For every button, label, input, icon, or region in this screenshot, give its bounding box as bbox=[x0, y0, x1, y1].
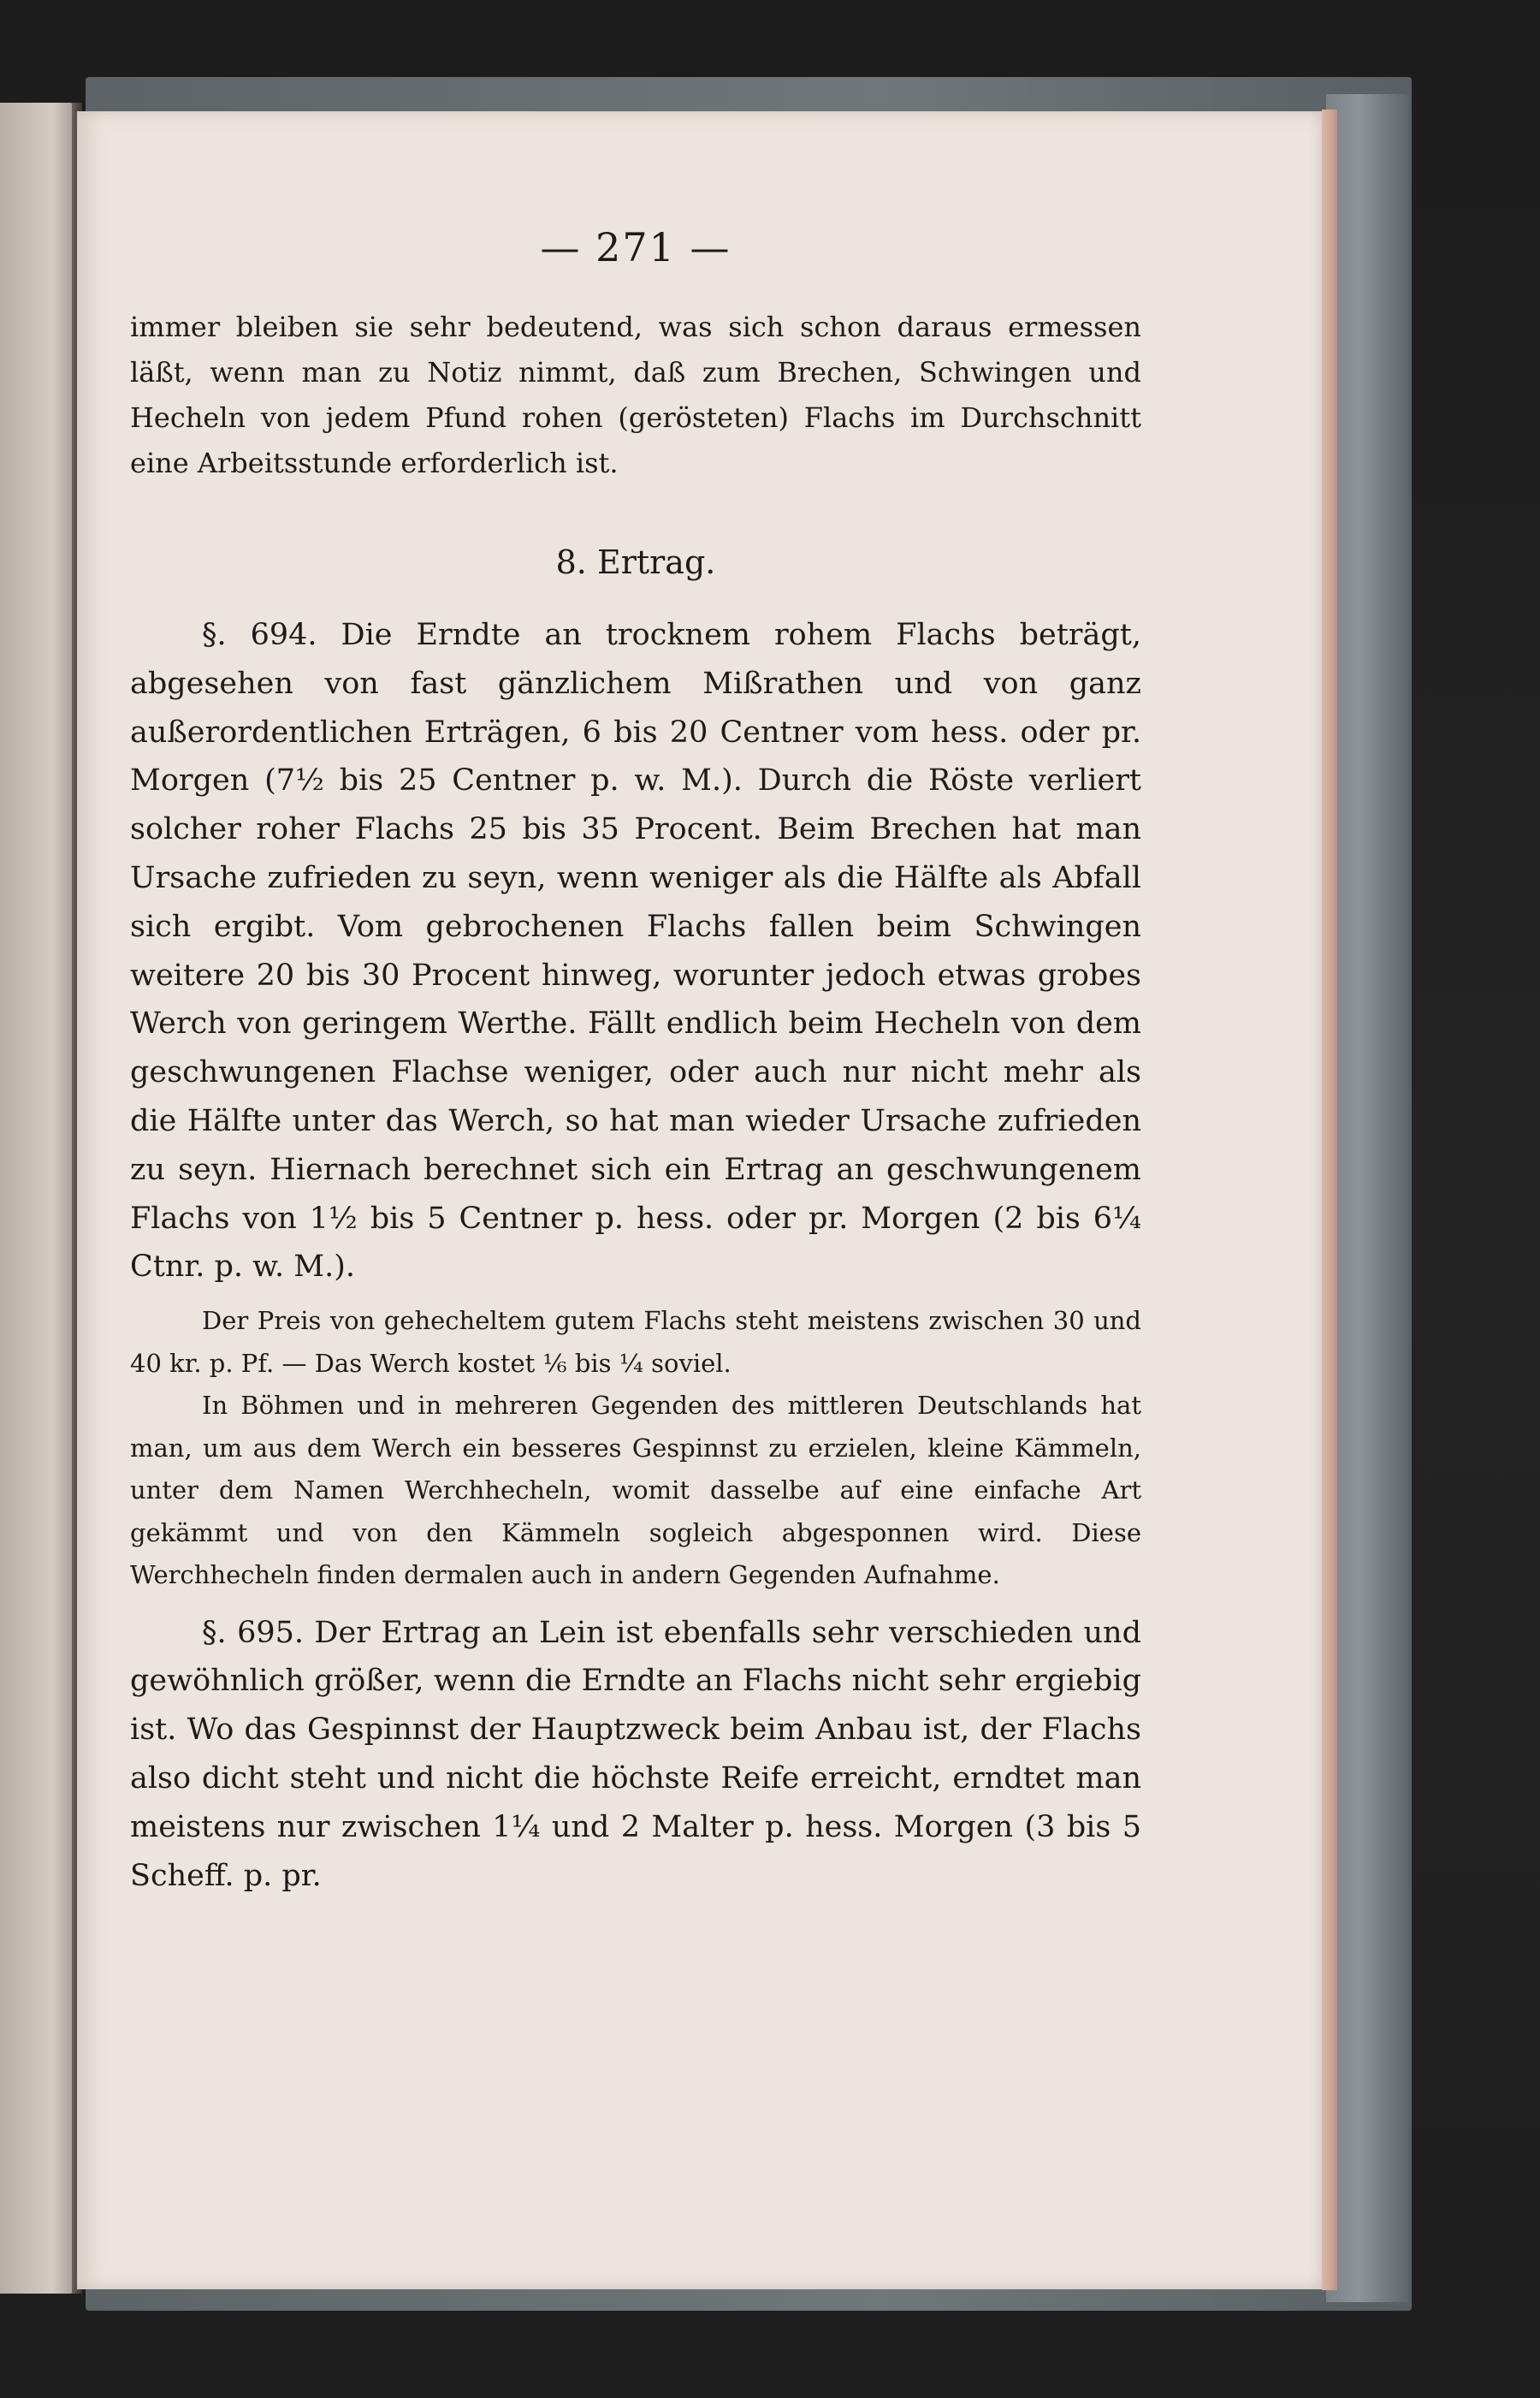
page-number: — 271 — bbox=[540, 224, 732, 270]
left-page-edge bbox=[0, 103, 75, 2294]
continuation-paragraph: immer bleiben sie sehr bedeutend, was sich schon daraus ermessen läßt, wenn man zu Notiz nimmt, daß zum Brechen, Schwingen und Hecheln von jedem Pfund rohen (gerösteten) Flachs im Durchschnitt eine Arbeitsstunde erforderlich ist. bbox=[130, 311, 1141, 479]
page-text bbox=[130, 224, 1141, 1900]
note-price: Der Preis von gehecheltem gutem Flachs steht meistens zwischen 30 und 40 kr. p. Pf. — Das Werch kostet ⅙ bis ¼ soviel. bbox=[130, 1306, 1141, 1378]
cover-edge bbox=[1326, 94, 1408, 2302]
note-bohemia: In Böhmen und in mehreren Gegenden des mittleren Deutschlands hat man, um aus dem Werch ein besseres Gespinnst zu erzielen, kleine Kämmeln, unter dem Namen Werchhecheln, womit dasselbe auf eine einfache Art gekämmt und von den Kämmeln sogleich abgesponnen wird. Diese Werchhecheln finden dermalen auch in andern Gegenden Aufnahme. bbox=[130, 1391, 1141, 1590]
page-fore-edge bbox=[1322, 110, 1337, 2290]
paragraph-694: §. 694. Die Erndte an trocknem rohem Flachs beträgt, abgesehen von fast gänzlichem Mißrathen und von ganz außerordentlichen Erträgen, 6 bis 20 Centner vom hess. oder pr. Morgen (7½ bis 25 Centner p. w. M.). Durch die Röste verliert solcher roher Flachs 25 bis 35 Procent. Beim Brechen hat man Ursache zufrieden zu seyn, wenn weniger als die Hälfte als Abfall sich ergibt. Vom gebrochenen Flachs fallen beim Schwingen weitere 20 bis 30 Procent hinweg, worunter jedoch etwas grobes Werch von geringem Werthe. Fällt endlich beim Hecheln von dem geschwungenen Flachse weniger, oder auch nur nicht mehr als die Hälfte unter das Werch, so hat man wieder Ursache zufrieden zu seyn. Hiernach berechnet sich ein Ertrag an geschwungenem Flachs von 1½ bis 5 Centner p. hess. oder pr. Morgen (2 bis 6¼ Ctnr. p. w. M.). bbox=[130, 618, 1141, 1285]
section-heading: 8. Ertrag. bbox=[555, 543, 716, 581]
paragraph-695: §. 695. Der Ertrag an Lein ist ebenfalls sehr verschieden und gewöhnlich größer, wenn die Erndte an Flachs nicht sehr ergiebig ist. Wo das Gespinnst der Hauptzweck beim Anbau ist, der Flachs also dicht steht und nicht die höchste Reife erreicht, erndtet man meistens nur zwischen 1¼ und 2 Malter p. hess. Morgen (3 bis 5 Scheff. p. pr. bbox=[130, 1615, 1141, 1893]
